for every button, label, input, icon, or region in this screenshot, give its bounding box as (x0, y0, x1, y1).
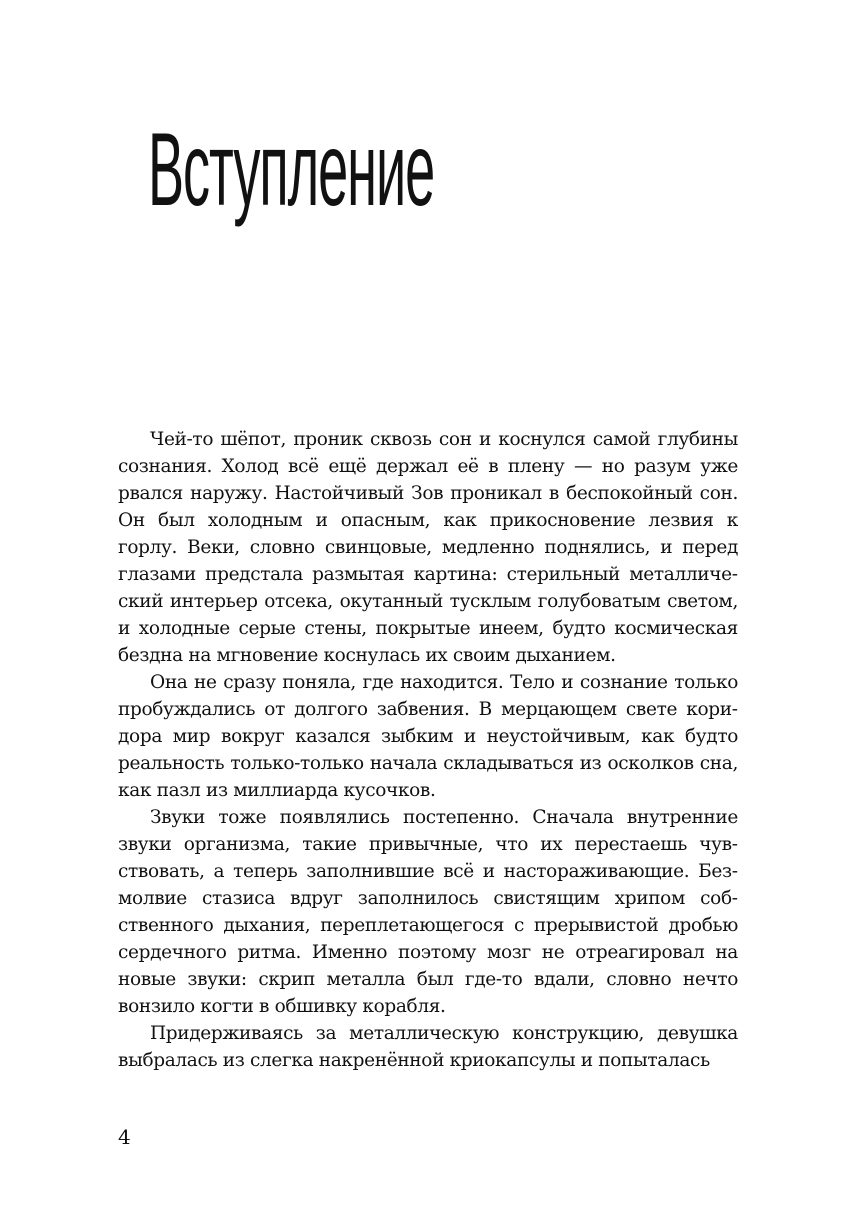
paragraph: Чей-то шёпот, проник сквозь сон и коснулся самой глубины сознания. Холод всё ещё держал её в плену — но разум уже рвался наружу. Настойчивый Зов проникал в беспокойный сон. Он был холодным и опасным, как прикосновение лезвия к горлу. Веки, словно свинцовые, медленно поднялись, и перед глазами предстала размытая картина: стерильный металлический интерьер отсека, окутанный тусклым голубоватым светом, и холодные серые стены, покрытые инеем, будто космическая бездна на мгновение коснулась их своим дыханием. (118, 429, 738, 666)
paragraph: Звуки тоже появлялись постепенно. Сначала внутренние звуки организма, такие привычные, что их перестаешь чувствовать, а теперь заполнившие всё и настораживающие. Безмолвие стазиса вдруг заполнилось свистящим хрипом собственного дыхания, переплетающегося с прерывистой дробью сердечного ритма. Именно поэтому мозг не отреагировал на новые звуки: скрип металла был где-то вдали, словно нечто вонзило когти в обшивку корабля. (118, 807, 738, 1017)
paragraph: Придерживаясь за металлическую конструкцию, девушка выбралась из слегка накренённой криокапсулы и попыталась (118, 1023, 738, 1071)
paragraph: Она не сразу поняла, где находится. Тело и сознание только пробуждались от долгого забвения. В мерцающем свете коридора мир вокруг казался зыбким и неустойчивым, как будто реальность только-только начала складываться из осколков сна, как пазл из миллиарда кусочков. (118, 672, 738, 801)
chapter-title: Вступление (148, 112, 435, 228)
body-text (118, 426, 738, 1074)
page-number: 4 (118, 1125, 131, 1149)
